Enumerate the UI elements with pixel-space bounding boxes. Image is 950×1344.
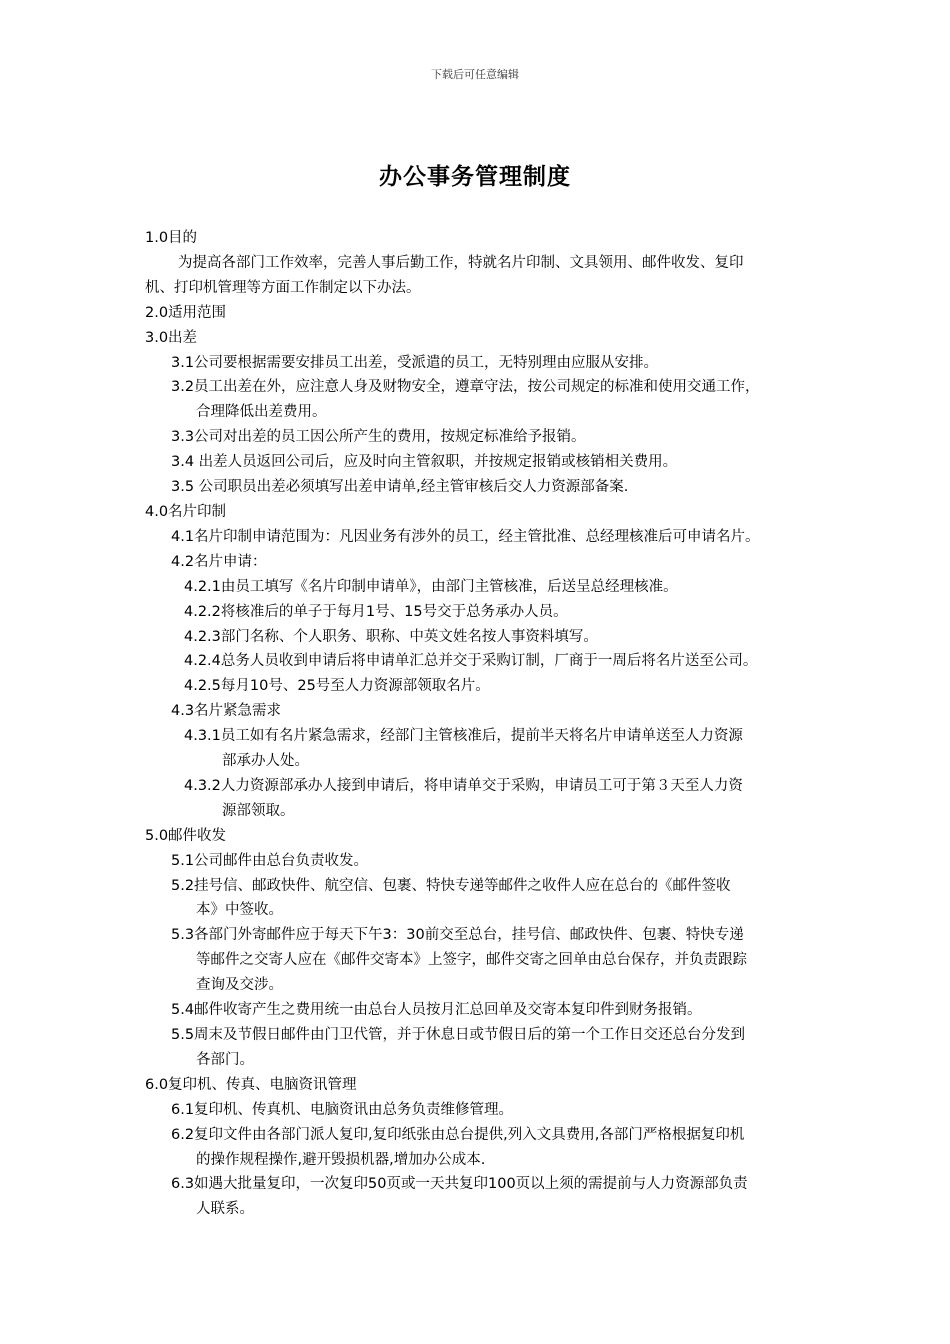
paragraph-line: 机、打印机管理等方面工作制定以下办法。	[145, 279, 421, 296]
clause-5-5: 5.5周末及节假日邮件由门卫代管，并于休息日或节假日后的第一个工作日交还总台分发到	[171, 1027, 746, 1043]
clause-4-3-1-cont: 部承办人处。	[222, 753, 309, 770]
section-heading-office-equipment: 6.0复印机、传真、电脑资讯管理	[145, 1076, 357, 1093]
clause-5-3-cont: 等邮件之交寄人应在《邮件交寄本》上签字，邮件交寄之回单由总台保存，并负责跟踪	[196, 952, 747, 969]
clause-6-3-cont: 人联系。	[196, 1201, 254, 1218]
clause-4-3-2: 4.3.2人力资源部承办人接到申请后，将申请单交于采购，申请员工可于第３天至人力资	[184, 777, 743, 794]
section-heading-purpose: 1.0目的	[145, 230, 198, 246]
clause-5-5-cont: 各部门。	[196, 1051, 254, 1068]
section-heading-business-trip: 3.0出差	[145, 329, 198, 346]
clause-5-2: 5.2挂号信、邮政快件、航空信、包裹、特快专递等邮件之收件人应在总台的《邮件签收	[171, 877, 731, 894]
clause-4-2: 4.2名片申请：	[171, 553, 267, 570]
clause-3-1: 3.1公司要根据需要安排员工出差，受派遣的员工，无特别理由应服从安排。	[171, 354, 659, 371]
clause-3-2: 3.2员工出差在外，应注意人身及财物安全，遵章守法，按公司规定的标准和使用交通工作，	[171, 379, 760, 396]
clause-4-2-1: 4.2.1由员工填写《名片印制申请单》，由部门主管核准，后送呈总经理核准。	[184, 578, 678, 595]
clause-4-3: 4.3名片紧急需求	[171, 703, 282, 720]
clause-6-3: 6.3如遇大批量复印，一次复印50页或一天共复印100页以上须的需提前与人力资源部负责	[171, 1176, 748, 1193]
clause-5-3: 5.3各部门外寄邮件应于每天下午3：30前交至总台，挂号信、邮政快件、包裹、特快专递	[171, 927, 744, 944]
clause-4-2-2: 4.2.2将核准后的单子于每月1号、15号交于总务承办人员。	[184, 603, 568, 620]
clause-4-3-1: 4.3.1员工如有名片紧急需求，经部门主管核准后，提前半天将名片申请单送至人力资源	[184, 728, 743, 745]
clause-4-3-2-cont: 源部领取。	[222, 802, 295, 819]
clause-4-2-4: 4.2.4总务人员收到申请后将申请单汇总并交于采购订制，厂商于一周后将名片送至公司。	[184, 653, 758, 670]
document-body	[0, 226, 950, 1222]
header-note: 下载后可任意编辑	[431, 68, 519, 81]
clause-5-4: 5.4邮件收寄产生之费用统一由总台人员按月汇总回单及交寄本复印件到财务报销。	[171, 1002, 702, 1019]
clause-6-1: 6.1复印机、传真机、电脑资讯由总务负责维修管理。	[171, 1101, 514, 1118]
clause-4-2-5: 4.2.5每月10号、25号至人力资源部领取名片。	[184, 678, 490, 695]
clause-4-2-3: 4.2.3部门名称、个人职务、职称、中英文姓名按人事资料填写。	[184, 628, 598, 645]
clause-5-1: 5.1公司邮件由总台负责收发。	[171, 852, 369, 869]
document-title: 办公事务管理制度	[379, 163, 571, 190]
clause-3-4: 3.4 出差人员返回公司后，应及时向主管叙职，并按规定报销或核销相关费用。	[171, 454, 678, 471]
clause-3-5: 3.5 公司职员出差必须填写出差申请单,经主管审核后交人力资源部备案.	[171, 479, 629, 496]
paragraph-line: 为提高各部门工作效率，完善人事后勤工作，特就名片印制、文具领用、邮件收发、复印	[178, 254, 744, 271]
clause-4-1: 4.1名片印制申请范围为：凡因业务有涉外的员工，经主管批准、总经理核准后可申请名片。	[171, 528, 760, 545]
section-heading-mail: 5.0邮件收发	[145, 827, 227, 844]
clause-5-3-cont: 查询及交涉。	[196, 977, 283, 994]
clause-6-2: 6.2复印文件由各部门派人复印,复印纸张由总台提供,列入文具费用,各部门严格根据复印机	[171, 1126, 745, 1143]
clause-6-2-cont: 的操作规程操作,避开毁损机器,增加办公成本.	[196, 1151, 486, 1168]
clause-3-3: 3.3公司对出差的员工因公所产生的费用，按规定标准给予报销。	[171, 429, 586, 446]
clause-5-2-cont: 本》中签收。	[196, 902, 283, 919]
clause-3-2-cont: 合理降低出差费用。	[196, 404, 327, 421]
section-heading-scope: 2.0适用范围	[145, 304, 227, 321]
section-heading-business-cards: 4.0名片印制	[145, 503, 227, 520]
